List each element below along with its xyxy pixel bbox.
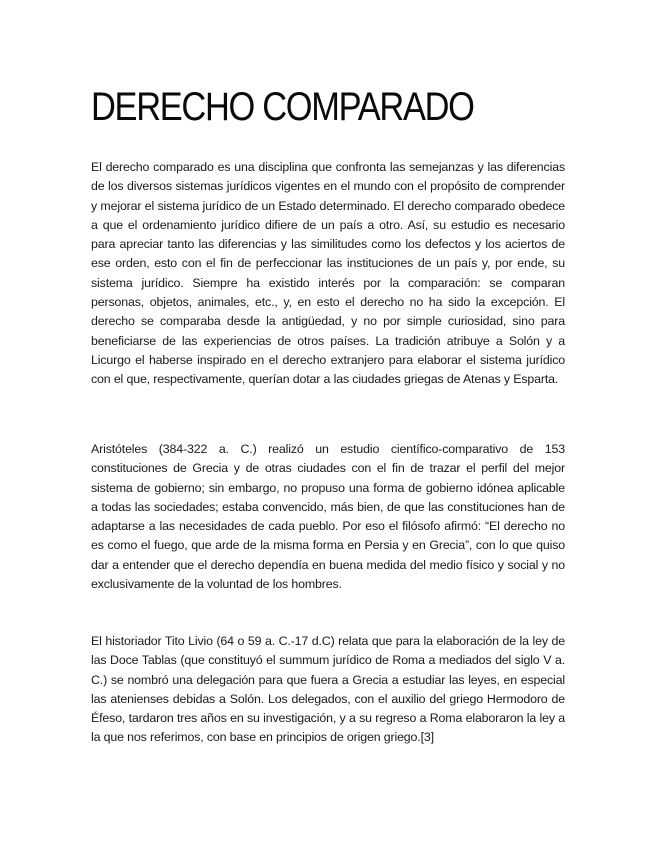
paragraph-3: El historiador Tito Livio (64 o 59 a. C.-17 d.C) relata que para la elaboración de la ley de las Doce Tablas (que constituyó el summum jurídico de Roma a mediados del siglo V a. C.) se nombró una delegación para que fuera a Grecia a estudiar las leyes, en especial las atenienses debidas a Solón. Los delegados, con el auxilio del griego Hermodoro de Éfeso, tardaron tres años en su investigación, y a su regreso a Roma elaboraron la ley a la que nos referimos, con base en principios de origen griego.[3] <box>91 634 565 745</box>
page-title: DERECHO COMPARADO <box>91 85 474 129</box>
paragraph-1: El derecho comparado es una disciplina que confronta las semejanzas y las diferencias de los diversos sistemas jurídicos vigentes en el mundo con el propósito de comprender y mejorar el sistema jurídico de un Estado determinado. El derecho comparado obedece a que el ordenamiento jurídico difiere de un país a otro. Así, su estudio es necesario para apreciar tanto las diferencias y las similitudes como los defectos y los aciertos de ese orden, esto con el fin de perfeccionar las instituciones de un país y, por ende, su sistema jurídico. Siempre ha existido interés por la comparación: se comparan personas, objetos, animales, etc., y, en esto el derecho no ha sido la excepción. El derecho se comparaba desde la antigüedad, y no por simple curiosidad, sino para beneficiarse de las experiencias de otros países. La tradición atribuye a Solón y a Licurgo el haberse inspirado en el derecho extranjero para elaborar el sistema jurídico con el que, respectivamente, querían dotar a las ciudades griegas de Atenas y Esparta. <box>91 160 565 387</box>
paragraph-2: Aristóteles (384-322 a. C.) realizó un estudio científico-comparativo de 153 constituciones de Grecia y de otras ciudades con el fin de trazar el perfil del mejor sistema de gobierno; sin embargo, no propuso una forma de gobierno idónea aplicable a todas las sociedades; estaba convencido, más bien, de que las constituciones han de adaptarse a las necesidades de cada pueblo. Por eso el filósofo afirmó: “El derecho no es como el fuego, que arde de la misma forma en Persia y en Grecia”, con lo que quiso dar a entender que el derecho dependía en buena medida del medio físico y social y no exclusivamente de la voluntad de los hombres. <box>91 442 565 592</box>
